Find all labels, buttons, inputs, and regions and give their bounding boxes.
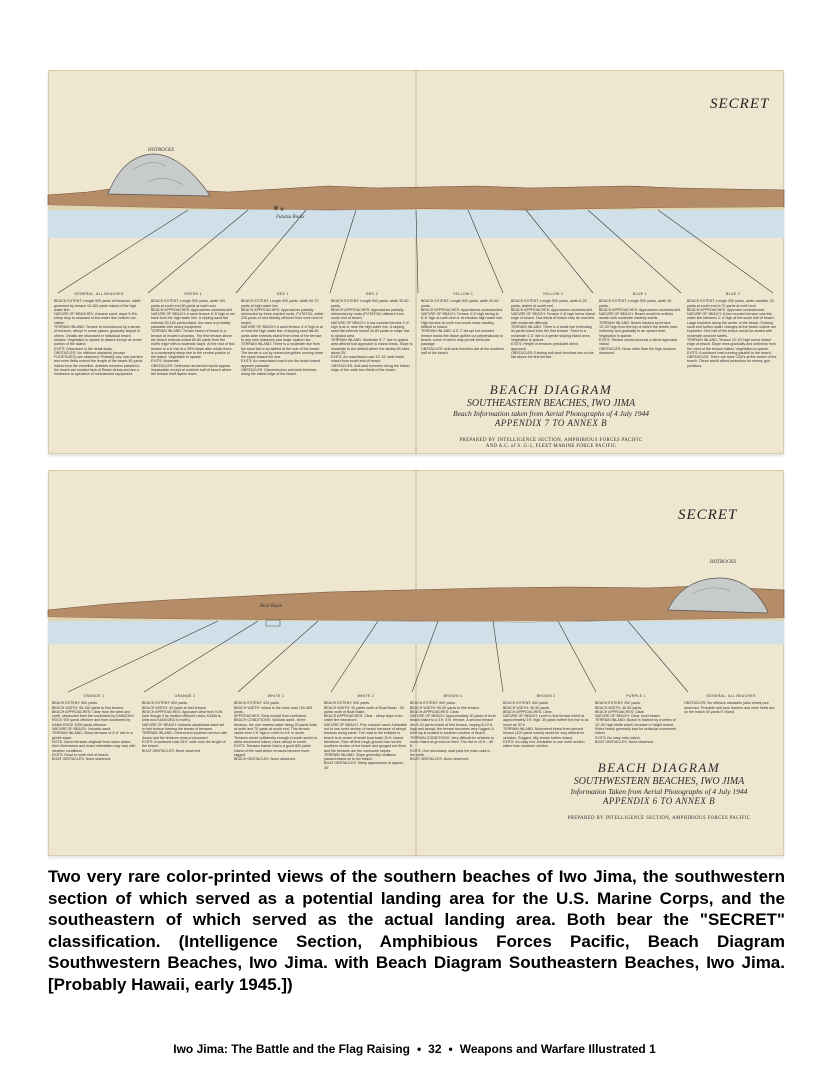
beach-column-text: BEACH EXTENT: 400 yards. BEACH WIDTH: 40-50 yards. BEACH APPROACHES: Clear. NATURE OF BEACH: Level to first terrace which is approximately 3 ft. high. 30 yards further the rise is as much as 30 ft. TERRAIN INLAND: Movement inland from second terrace (100 yards inland) would be very difficult for vehicles. Rugged, hilly terrain further inland. EXITS: An easy exit. Advisable to use north section rather than southern section. xyxy=(503,701,589,749)
diagram-appendix: APPENDIX 6 TO ANNEX B xyxy=(602,796,716,806)
beach-column xyxy=(52,694,136,844)
beach-column-heading: WHITE 1 xyxy=(267,694,285,698)
rock-label: HOTROCKS xyxy=(148,148,174,153)
beach-column-text: OBSTACLES: No offshore obstacles (also mines) are observed. Probable anti-tank barriers and mine fields are on the beach 50 yards 5' inland. xyxy=(684,701,776,714)
beach-column-text: BEACH EXTENT: Length 500 yards all beaches; width governed by terrace 10-160 yards inland of the high water line. NATURE OF BEACHES: Volcanic sand, slope 5-8%, sharp drop to seaward of low water line; bottom not visible. TERRAIN INLAND: Terrace to shorebound by a series of terraces, abrupt in some places, gradually sloped in others. Details are discussed in individual beach studies. Vegetation is sparse to absent except at center portion of the island. EXITS: Discussed in the detail study. OBSTACLES: No offshore obstacles (except FUTATSURO) are observed. Probably any rock barriers and mine fields extend the length of the beach 50 yards inland from the shoreline. Antitank trenches parallel to the beach are located back of Beach Areas and are a hindrance to operation of mechanized equipment. xyxy=(54,299,143,377)
beach-column xyxy=(324,694,408,814)
beach-column xyxy=(54,292,144,440)
beach-column-text: BEACH EXTENT: Length 200 yards, width variable, 20 yards at south end to 70 yards at north end. BEACH APPROACHES: Approach unobstructed. NATURE OF BEACH: A low rounded terrace runs the water line between 2'-4' high at the south half of beach. Large boulders along the center of the beach. Existing sand and further water changes at the beach outline are expected. One half of the beach would be awash with moderate onshore swells. TERRAIN INLAND: Terrace 10'-20' high forms inland edge of beach. Slope rises gradually and uniformly from the crest of the terrace inland. Vegetation is sparse. EXITS: A surfaced road running parallel to the beach. OBSTACLES: There are three 12M's at the center of the beach. These would afford protection for enemy gun positions. xyxy=(687,299,777,368)
beach-column xyxy=(142,694,228,794)
beach-column xyxy=(241,292,325,440)
diagram-credit: PREPARED BY INTELLIGENCE SECTION, AMPHIBIOUS FORCES PACIFIC xyxy=(459,438,643,443)
beach-column-text: BEACH EXTENT: 200 yards. BEACH WIDTH: 40-50 yards. BEACH APPROACHES: Clear. NATURE OF BEACH: Clear, level beach. TERRAIN INLAND: Beach is backed by a series of 10'-30' high bluffs which increase in height inland. Entire beach generally bad for vehicular movement inland. EXITS: No easy exits inland. BOAT OBSTACLES: None observed. xyxy=(595,701,677,744)
beach-column-heading: YELLOW 1 xyxy=(452,292,474,296)
basin-label: Boat Basin xyxy=(260,604,283,609)
offshore-rock xyxy=(280,207,283,210)
beach-column-text: BEACH EXTENT: Length 500 yards, width 50-70 yards at high water line. BEACH APPROACHES: Approaches partially obstructed by three charted rocks, FUTATSU, within 225 yards of and directly offshore from north end of beach. NATURE OF BEACH: A sand terrace 4'-6' high is at or near the high water line. A sloping sand flat 60 yards wide extends inland from crest of the terrace to any rock obstacles and major upland rise. TERRAIN INLAND: There is a moderate rise from the sand flat to an airfield at the rear of the beach. The terrain is cut by numerous gullies running down the slope toward the sea. EXITS: An unsurfaced road from the beach inland appears passable. OBSTACLES: Discontinuous anti-tank trenches along the inland edge of the beach. xyxy=(241,299,324,377)
diagram-title-block xyxy=(426,382,676,449)
page-footer xyxy=(0,1042,829,1056)
footer-separator: • xyxy=(416,1042,422,1056)
beach-diagram-southeastern xyxy=(48,70,784,454)
reef-label: Futatsu Rocks xyxy=(276,215,305,220)
beach-column-text: BEACH EXTENT: 500 yards. BEACH WIDTH: 40 yards to first terrace. BEACH APPROACHES: Approach clear from N.W. (see though it be located offshore rocks, KAMA is west and KANGOKU to north). NATURE OF BEACH: Volcanic sand/black sand set to first terrace forming the terrain of terraces. TERRAIN INLAND: Central and southern section with dunes and the terraces most pronounced. EXITS: A surfaced road 35 ft. wide runs the length of the beach. BOAT OBSTACLES: None observed. xyxy=(142,701,228,753)
diagram-credit: PREPARED BY INTELLIGENCE SECTION, AMPHIBIOUS FORCES PACIFIC xyxy=(567,816,751,821)
diagram-subtitle: SOUTHEASTERN BEACHES, IWO JIMA xyxy=(466,398,636,409)
beach-column-text: BEACH EXTENT: Length 500 yards, width 15 yards. BEACH APPROACHES: Approaches unobstructed. NATURE OF BEACH: Beach would be entirely awash with moderate easterly swells. TERRAIN INLAND: Beach backed by terrace 15'-25' high from the top of which the terrain rises uniformly and gradually to an upland level. Vegetation is sparse. EXITS: Terrace would preclude a direct approach inland. OBSTACLES: None other than the high terraces observed. xyxy=(599,299,681,355)
beach-column-heading: WHITE 2 xyxy=(357,694,375,698)
diagram-subtitle: SOUTHWESTERN BEACHES, IWO JIMA xyxy=(573,776,745,787)
secret-stamp: SECRET xyxy=(710,96,770,112)
beach-column-text: BEACH EXTENT: Length 500 yards, width 30-60 yards. BEACH APPROACHES: Approaches partially obstructed by rocks (FUTATSU) offshore from south end of beach. NATURE OF BEACH: A low rounded terrace 4'-6' high is at or near the high water line. A sloping sand flat extends inland 40-60 yards to major rise to upland area. TERRAIN INLAND: Moderate 5'-7' rise to upland area affords foot approach to inland areas. Slope is moderate to the airfield where the airstrip fill rises about 25'. EXITS: An unsurfaced road 10'-15' wide leads inland from south end of beach. OBSTACLES: Anti-tank trenches along the inland edge of the north two thirds of the beach. xyxy=(331,299,413,373)
beach-column-heading: PURPLE 1 xyxy=(626,694,646,698)
beach-column-heading: BROWN 1 xyxy=(443,694,463,698)
beach-column-text: BEACH EXTENT: Length 500 yards, width 5-25 yards, widest at south end. BEACH APPROACHES: Approaches unobstructed. NATURE OF BEACH: Terrace 4'-8' high forms inland edge of beach. Two-thirds of beach may be reached with moderate difficulty. TERRAIN INLAND: There is a small rise extending all yards inland from the first terrace. There is a moderate 4'-5' rise to a gentle sloping inland area. Vegetation is sparse. EXITS: Height of terraces precludes direct approach. OBSTACLES: Existing anti-tank trenches are on the flat above the first terrace. xyxy=(511,299,595,360)
diagram-credit-2: AND A.C. of S. G-2, FLEET MARINE FORCE PACIFIC xyxy=(485,444,617,449)
beach-column xyxy=(151,292,235,440)
beach-column xyxy=(234,694,318,814)
beach-column-heading: BLUE 1 xyxy=(632,292,648,296)
beach-column xyxy=(511,292,595,376)
diagram-appendix: APPENDIX 7 TO ANNEX B xyxy=(494,418,608,428)
beach-column-text: BEACH EXTENT: Length 500 yards, width 100 yards at south end 80 yards at north end. BEACH APPROACHES: Approaches unobstructed. NATURE OF BEACH: A sand terrace 6'-8' high is set back from the high water line. A sloping sand flat extends 50-160 yards inland, this area is probably passable with heavy equipment. TERRAIN INLAND: Terrain inland of beach is a terrace of eroded volcanics. The first terrace above the beach extends inland 60-80 yards from the bluff's edge with a moderate slope. At the rear of this terrace is a 6' rise at a 35% slope after which there is a moderately steep rise to the central portion of the island. Vegetation is sparse. EXITS: Moderate. OBSTACLES: Defensive armament would appear impassable except at northern half of beach where the terrace bluff tapers down. xyxy=(151,299,235,377)
rock-mountain xyxy=(668,578,768,613)
figure-caption: Two very rare color-printed views of the southern beaches of Iwo Jima, the southwestern section of which served as a potential landing area for the U.S. Marine Corps, and the southeastern of which served as the actual landing area. Both bear the "SECRET" classification. (Intelligence Section, Amphibious Forces Pacific, Beach Diagram Southwestern Beaches, Iwo Jima. with Beach Diagram Southeastern Beaches, Iwo Jima. [Probably Hawaii, early 1945.]) xyxy=(48,867,785,994)
beach-column xyxy=(595,694,677,760)
footer-series-title: Weapons and Warfare Illustrated 1 xyxy=(459,1042,656,1056)
beach-column-heading: GENERAL: ALL BEACHES xyxy=(74,292,124,296)
beach-column xyxy=(687,292,779,410)
beach-column-heading: ORANGE 2 xyxy=(174,694,196,698)
shoreline-illustration xyxy=(48,470,784,700)
beach-column xyxy=(410,694,496,782)
diagram-title: BEACH DIAGRAM xyxy=(489,382,613,397)
beach-column xyxy=(421,292,505,376)
diagram-title: BEACH DIAGRAM xyxy=(597,760,721,775)
beach-column-text: BEACH EXTENT: 500 yards. BEACH WIDTH: 50-60 yards to first terrace. BEACH APPROACHES: Clear. NATURE OF BEACH: Approximately 30 yards of level beach inland to a 3 ft. 6 in. terrace. A second terrace lies 5-30 yards inland of first terrace, varying 8-10 ft. high and abrupt; the terrace becomes very rugged. A bluff top is located in southern section of beach. TERRAIN CONDITIONS: Very difficult for vehicles to move inland at ground on third. The rise is 15 ft. - 80 ft. EXITS: One secondary road joins the main road in the north. BOAT OBSTACLES: None observed. xyxy=(410,701,496,762)
beach-column-text: BEACH EXTENT: 500 yards. BEACH WIDTH: 50-150 yards to first terrace. BEACH APPROACHES: Clear from the west and north, obstructed from the southwest by KANGOKU ROCK 900 yards offshore and from southwest by KAMA ROCK 1000 yards offshore. NATURE OF BEACH: Volcanic sand. TERRAIN INLAND: Steep terraces of 5'-6' rise to a gentle slope. NOTE: Some terraces originate from wave action, their dimensions and exact orientation may vary with weather conditions. EXITS: Road to north end of beach. BOAT OBSTACLES: None observed. xyxy=(52,701,136,762)
page-number: 32 xyxy=(428,1042,442,1056)
beach-column xyxy=(599,292,681,376)
footer-separator: • xyxy=(448,1042,453,1056)
footer-book-title: Iwo Jima: The Battle and the Flag Raising xyxy=(173,1042,410,1056)
beach-column-heading: GREEN 1 xyxy=(184,292,202,296)
rock-label: HOTROCKS xyxy=(710,560,736,565)
beach-column-heading: GENERAL: ALL BEACHES xyxy=(706,694,756,698)
beach-column-heading: BROWN 2 xyxy=(536,694,556,698)
shoreline-illustration xyxy=(48,70,784,300)
secret-stamp: SECRET xyxy=(678,507,738,523)
beach-diagram-southwestern xyxy=(48,470,784,856)
beach-column-heading: RED 2 xyxy=(365,292,379,296)
beach-column-heading: RED 1 xyxy=(276,292,290,296)
beach-column-heading: ORANGE 1 xyxy=(83,694,105,698)
offshore-rock xyxy=(274,206,278,210)
sea-band xyxy=(48,618,784,644)
beach-column-text: BEACH EXTENT: 420 yards. BEACH WIDTH: Inland to the main road 100-400 yards. APPROACHES: Clear except from northwest. BEACH CONDITIONS: Volcanic sand - three terraces, the one nearest water being 25 yards wide at north and 70 yards at south end. This terrace varies from 3 ft. high in north to 6 ft. in south. Terraces would sufficiently enough in south sector to allow movement inland, more abrupt to south. EXITS: Terraces barrier that is a good 800 yards inland of the road where terraces become more ragged. BEACH OBSTACLES: None observed. xyxy=(234,701,318,762)
beach-column xyxy=(331,292,413,440)
beach-column-heading: YELLOW 2 xyxy=(542,292,564,296)
beach-column-heading: BLUE 2 xyxy=(725,292,741,296)
beach-column-text: BEACH EXTENT: Length 500 yards, width 30-60 yards. BEACH APPROACHES: Approaches unobstructed. NATURE OF BEACH: Terrace 4'-5' high facing to 6'-8' high at north end or at volcanic high water line. High terrace at north end would make landing difficult to inland. TERRAIN INLAND: A 5'-7' abrupt but rounded terrace backs the beach gullies cut perpendicular to beach, some of which may permit vehicular passage. OBSTACLES: Anti-tank trenches are at the southern half of the beach. xyxy=(421,299,505,355)
diagram-info: Information Taken from Aerial Photographs of 4 July 1944 xyxy=(570,787,748,796)
rock-mountain xyxy=(108,154,210,196)
beach-column-text: BEACH EXTENT: 500 yards. BEACH WIDTH: 30 yards north of Boat Basin - 30 yards north of Boat Basin. BEACH APPROACHES: Clear - steep slope from water line nearshore. NATURE OF BEACH: Fine volcanic sand. Advisable not to use north section of beach because of abrupt terraces along same. The road to the enlisted to beach is at center of small boat basin 30 ft. inland therefrom. Rise off first rough ground has not the southern section of the beach and gouged out there and the terraces are the overcome slopes. TERRAIN INLAND: Slope generally unditions passed inland on to the beach. BOAT OBSTACLES: Steep approaches at approx. 30'. xyxy=(324,701,408,770)
beach-column xyxy=(684,694,778,734)
diagram-info: Beach Information taken from Aerial Photographs of 4 July 1944 xyxy=(452,409,650,418)
diagram-title-block xyxy=(536,760,782,821)
